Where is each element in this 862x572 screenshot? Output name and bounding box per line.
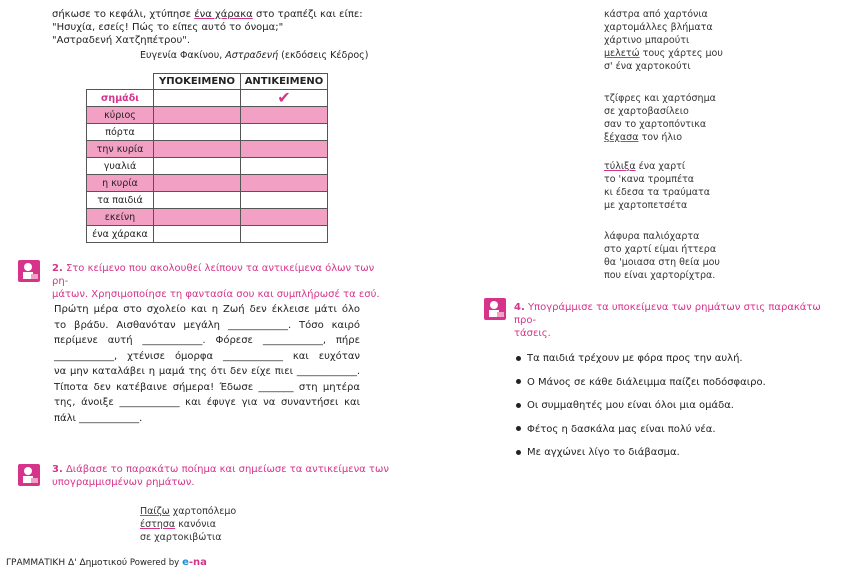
underlined-phrase: ένα χάρακα xyxy=(194,9,253,20)
poem-line xyxy=(604,92,716,105)
table-row xyxy=(87,226,328,243)
table-header xyxy=(87,74,328,90)
exercise-3-title: 3. Διάβασε το παρακάτω ποίημα και σημείωσε τα αντικείμενα των υπογραμμισμένων ρημάτων. xyxy=(52,464,389,488)
poem-line xyxy=(604,186,710,199)
underlined-verb: τύλιξα xyxy=(604,161,636,172)
poem-text: σε χαρτοκιβώτια xyxy=(140,532,222,543)
exercise-icon xyxy=(484,298,506,320)
poem-line xyxy=(604,131,716,144)
poem-line xyxy=(604,256,720,269)
bullet-icon xyxy=(516,379,521,384)
subject-cell[interactable] xyxy=(154,192,241,209)
poem-stanza-3 xyxy=(604,160,710,212)
sentence-text[interactable]: Φέτος η δασκάλα μας είναι πολύ νέα. xyxy=(527,423,716,435)
poem-stanza-4 xyxy=(604,230,720,282)
poem-text: λάφυρα παλιόχαρτα xyxy=(604,231,700,242)
underlined-verb: μελετώ xyxy=(604,48,640,59)
poem-line xyxy=(140,505,236,518)
sentence-item xyxy=(516,446,836,459)
excerpt-line-1: σήκωσε το κεφάλι, χτύπησε ένα χάρακα στο τραπέζι και είπε: xyxy=(52,9,363,20)
row-label: τα παιδιά xyxy=(87,192,154,209)
paragraph-line: το βράδυ. Αισθανόταν μεγάλη ____________. Τόσο καιρό xyxy=(54,319,360,331)
table-row xyxy=(87,141,328,158)
paragraph-line: να μην καταλάβει η μαμά της ότι δεν είχε πιει ____________. xyxy=(54,366,360,377)
poem-text: θα 'μοιασα στη θεία μου xyxy=(604,257,720,268)
poem-line xyxy=(604,118,716,131)
underlined-verb: Παίζω xyxy=(140,506,170,517)
poem-line xyxy=(604,230,720,243)
poem-text: στο χαρτί είμαι ήττερα xyxy=(604,244,717,255)
paragraph-line: Πρώτη μέρα στο σχολείο και η Ζωή δεν έκλεισε μάτι όλο xyxy=(54,304,360,315)
header-empty xyxy=(87,74,154,90)
exercise-icon xyxy=(18,464,40,486)
poem-text: που είναι χαρτορίχτρα. xyxy=(604,270,716,281)
poem-text: χαρτομάλλες βλήματα xyxy=(604,22,713,33)
bullet-icon xyxy=(516,403,521,408)
poem-line xyxy=(140,518,236,531)
poem-line xyxy=(604,60,723,73)
paragraph-line: της, άνοιξε ____________ και έφυγε για να συναντήσει και xyxy=(54,397,360,408)
subject-cell[interactable] xyxy=(154,175,241,192)
object-cell[interactable] xyxy=(241,124,328,141)
sentence-item xyxy=(516,399,836,412)
footer-powered: Powered by xyxy=(129,558,180,568)
table-row xyxy=(87,192,328,209)
table-row xyxy=(87,209,328,226)
poem-text: χάρτινο μπαρούτι xyxy=(604,35,690,46)
citation: Ευγενία Φακίνου, Αστραδενή (εκδόσεις Κέδρος) xyxy=(140,50,369,61)
row-label: την κυρία xyxy=(87,141,154,158)
bullet-icon xyxy=(516,426,521,431)
object-cell[interactable] xyxy=(241,141,328,158)
row-label: γυαλιά xyxy=(87,158,154,175)
exercise-icon xyxy=(18,260,40,282)
poem-text: με χαρτοπετσέτα xyxy=(604,200,688,211)
poem-line xyxy=(604,160,710,173)
sentence-text[interactable]: Τα παιδιά τρέχουν με φόρα προς την αυλή. xyxy=(527,353,743,364)
excerpt-line-3: "Αστραδενή Χατζηπέτρου". xyxy=(52,35,191,46)
table-row xyxy=(87,175,328,192)
poem-text: κάστρα από χαρτόνια xyxy=(604,9,708,20)
object-cell[interactable] xyxy=(241,87,328,107)
poem-line xyxy=(604,47,723,60)
exercise-4-title: 4. Υπογράμμισε τα υποκείμενα των ρημάτων στις παρακάτω προ- τάσεις. xyxy=(514,302,821,339)
poem-line xyxy=(604,34,723,47)
poem-line xyxy=(604,8,723,21)
poem-text: σε χαρτοβασίλειο xyxy=(604,106,689,117)
row-label: πόρτα xyxy=(87,124,154,141)
paragraph-line: ____________, χτένισε όμορφα ____________ και ευχόταν xyxy=(54,350,360,362)
poem-line xyxy=(604,173,710,186)
subject-cell[interactable] xyxy=(154,107,241,124)
paragraph-line: περίμενε αυτή ____________. Φόρεσε ____________, πήρε xyxy=(54,335,360,346)
underlined-verb: ξέχασα xyxy=(604,132,639,143)
table-row xyxy=(87,90,328,107)
poem-text: τζίφρες και χαρτόσημα xyxy=(604,93,716,104)
poem-line xyxy=(604,105,716,118)
exercise-2-paragraph xyxy=(54,302,360,426)
paragraph-line: πάλι ____________. xyxy=(54,412,143,424)
table-row xyxy=(87,158,328,175)
footer-title: ΓΡΑΜΜΑΤΙΚΗ Δ' Δημοτικού xyxy=(6,558,128,568)
sentence-item xyxy=(516,352,836,365)
sentence-text[interactable]: Οι συμμαθητές μου είναι όλοι μια ομάδα. xyxy=(527,400,734,411)
subject-cell[interactable] xyxy=(154,226,241,243)
sentence-item xyxy=(516,423,836,436)
poem-stanza-2 xyxy=(604,92,716,144)
poem-text: ένα χαρτί xyxy=(635,161,686,172)
row-label: κύριος xyxy=(87,107,154,124)
sentence-item xyxy=(516,376,836,389)
bullet-icon xyxy=(516,450,521,455)
poem-text: τον ήλιο xyxy=(638,132,683,143)
object-cell[interactable] xyxy=(241,107,328,124)
object-cell[interactable] xyxy=(241,175,328,192)
sentence-text[interactable]: Με αγχώνει λίγο το διάβασμα. xyxy=(527,447,680,458)
subject-cell[interactable] xyxy=(154,141,241,158)
poem-text: κανόνια xyxy=(175,519,216,530)
poem-line xyxy=(140,531,236,544)
paragraph-line: Τίποτα δεν κατέβαινε σήμερα! Έδωσε _______ στη μητέρα xyxy=(54,381,360,393)
bullet-icon xyxy=(516,356,521,361)
poem-text: κι έδεσα τα τραύματα xyxy=(604,187,711,198)
footer xyxy=(6,557,207,568)
underlined-verb: έστησα xyxy=(140,519,176,530)
poem-left xyxy=(140,505,236,544)
checkmark-icon: ✔ xyxy=(277,87,291,107)
poem-text: σαν το χαρτοπόντικα xyxy=(604,119,707,130)
exercise-4-sentences xyxy=(516,352,836,470)
header-subject: ΥΠΟΚΕΙΜΕΝΟ xyxy=(154,74,241,90)
object-cell[interactable] xyxy=(241,192,328,209)
exercise-2-title: 2. Στο κείμενο που ακολουθεί λείπουν τα αντικείμενα όλων των ρη- μάτων. Χρησιμοποίησε τη φαντασία σου και συμπλήρωσέ τα εσύ. xyxy=(52,263,380,300)
row-label: ένα χάρακα xyxy=(87,226,154,243)
poem-line xyxy=(604,21,723,34)
header-object: ΑΝΤΙΚΕΙΜΕΝΟ xyxy=(241,74,328,90)
excerpt xyxy=(52,8,372,47)
poem-text: σ' ένα χαρτοκούτι xyxy=(604,61,691,72)
sentence-text[interactable]: Ο Μάνος σε κάθε διάλειμμα παίζει ποδόσφαιρο. xyxy=(527,376,766,388)
poem-line xyxy=(604,269,720,282)
table-row xyxy=(87,107,328,124)
row-label: η κυρία xyxy=(87,175,154,192)
table-row xyxy=(87,124,328,141)
subject-object-table xyxy=(86,73,328,243)
ena-logo-icon: e-na xyxy=(182,557,207,568)
excerpt-line-2: "Ησυχία, εσείς! Πώς το είπες αυτό το όνομα;" xyxy=(52,22,284,33)
object-cell[interactable] xyxy=(241,158,328,175)
poem-text: τους χάρτες μου xyxy=(639,48,723,59)
subject-cell[interactable] xyxy=(154,158,241,175)
poem-text: χαρτοπόλεμο xyxy=(169,506,237,517)
row-label: σημάδι xyxy=(87,90,154,107)
poem-line xyxy=(604,243,720,256)
subject-cell[interactable] xyxy=(154,209,241,226)
subject-cell[interactable] xyxy=(154,124,241,141)
object-cell[interactable] xyxy=(241,209,328,226)
object-cell[interactable] xyxy=(241,226,328,243)
poem-line xyxy=(604,199,710,212)
subject-cell[interactable] xyxy=(154,90,241,107)
row-label: εκείνη xyxy=(87,209,154,226)
poem-text: το 'κανα τρομπέτα xyxy=(604,174,695,185)
poem-stanza-1 xyxy=(604,8,723,73)
